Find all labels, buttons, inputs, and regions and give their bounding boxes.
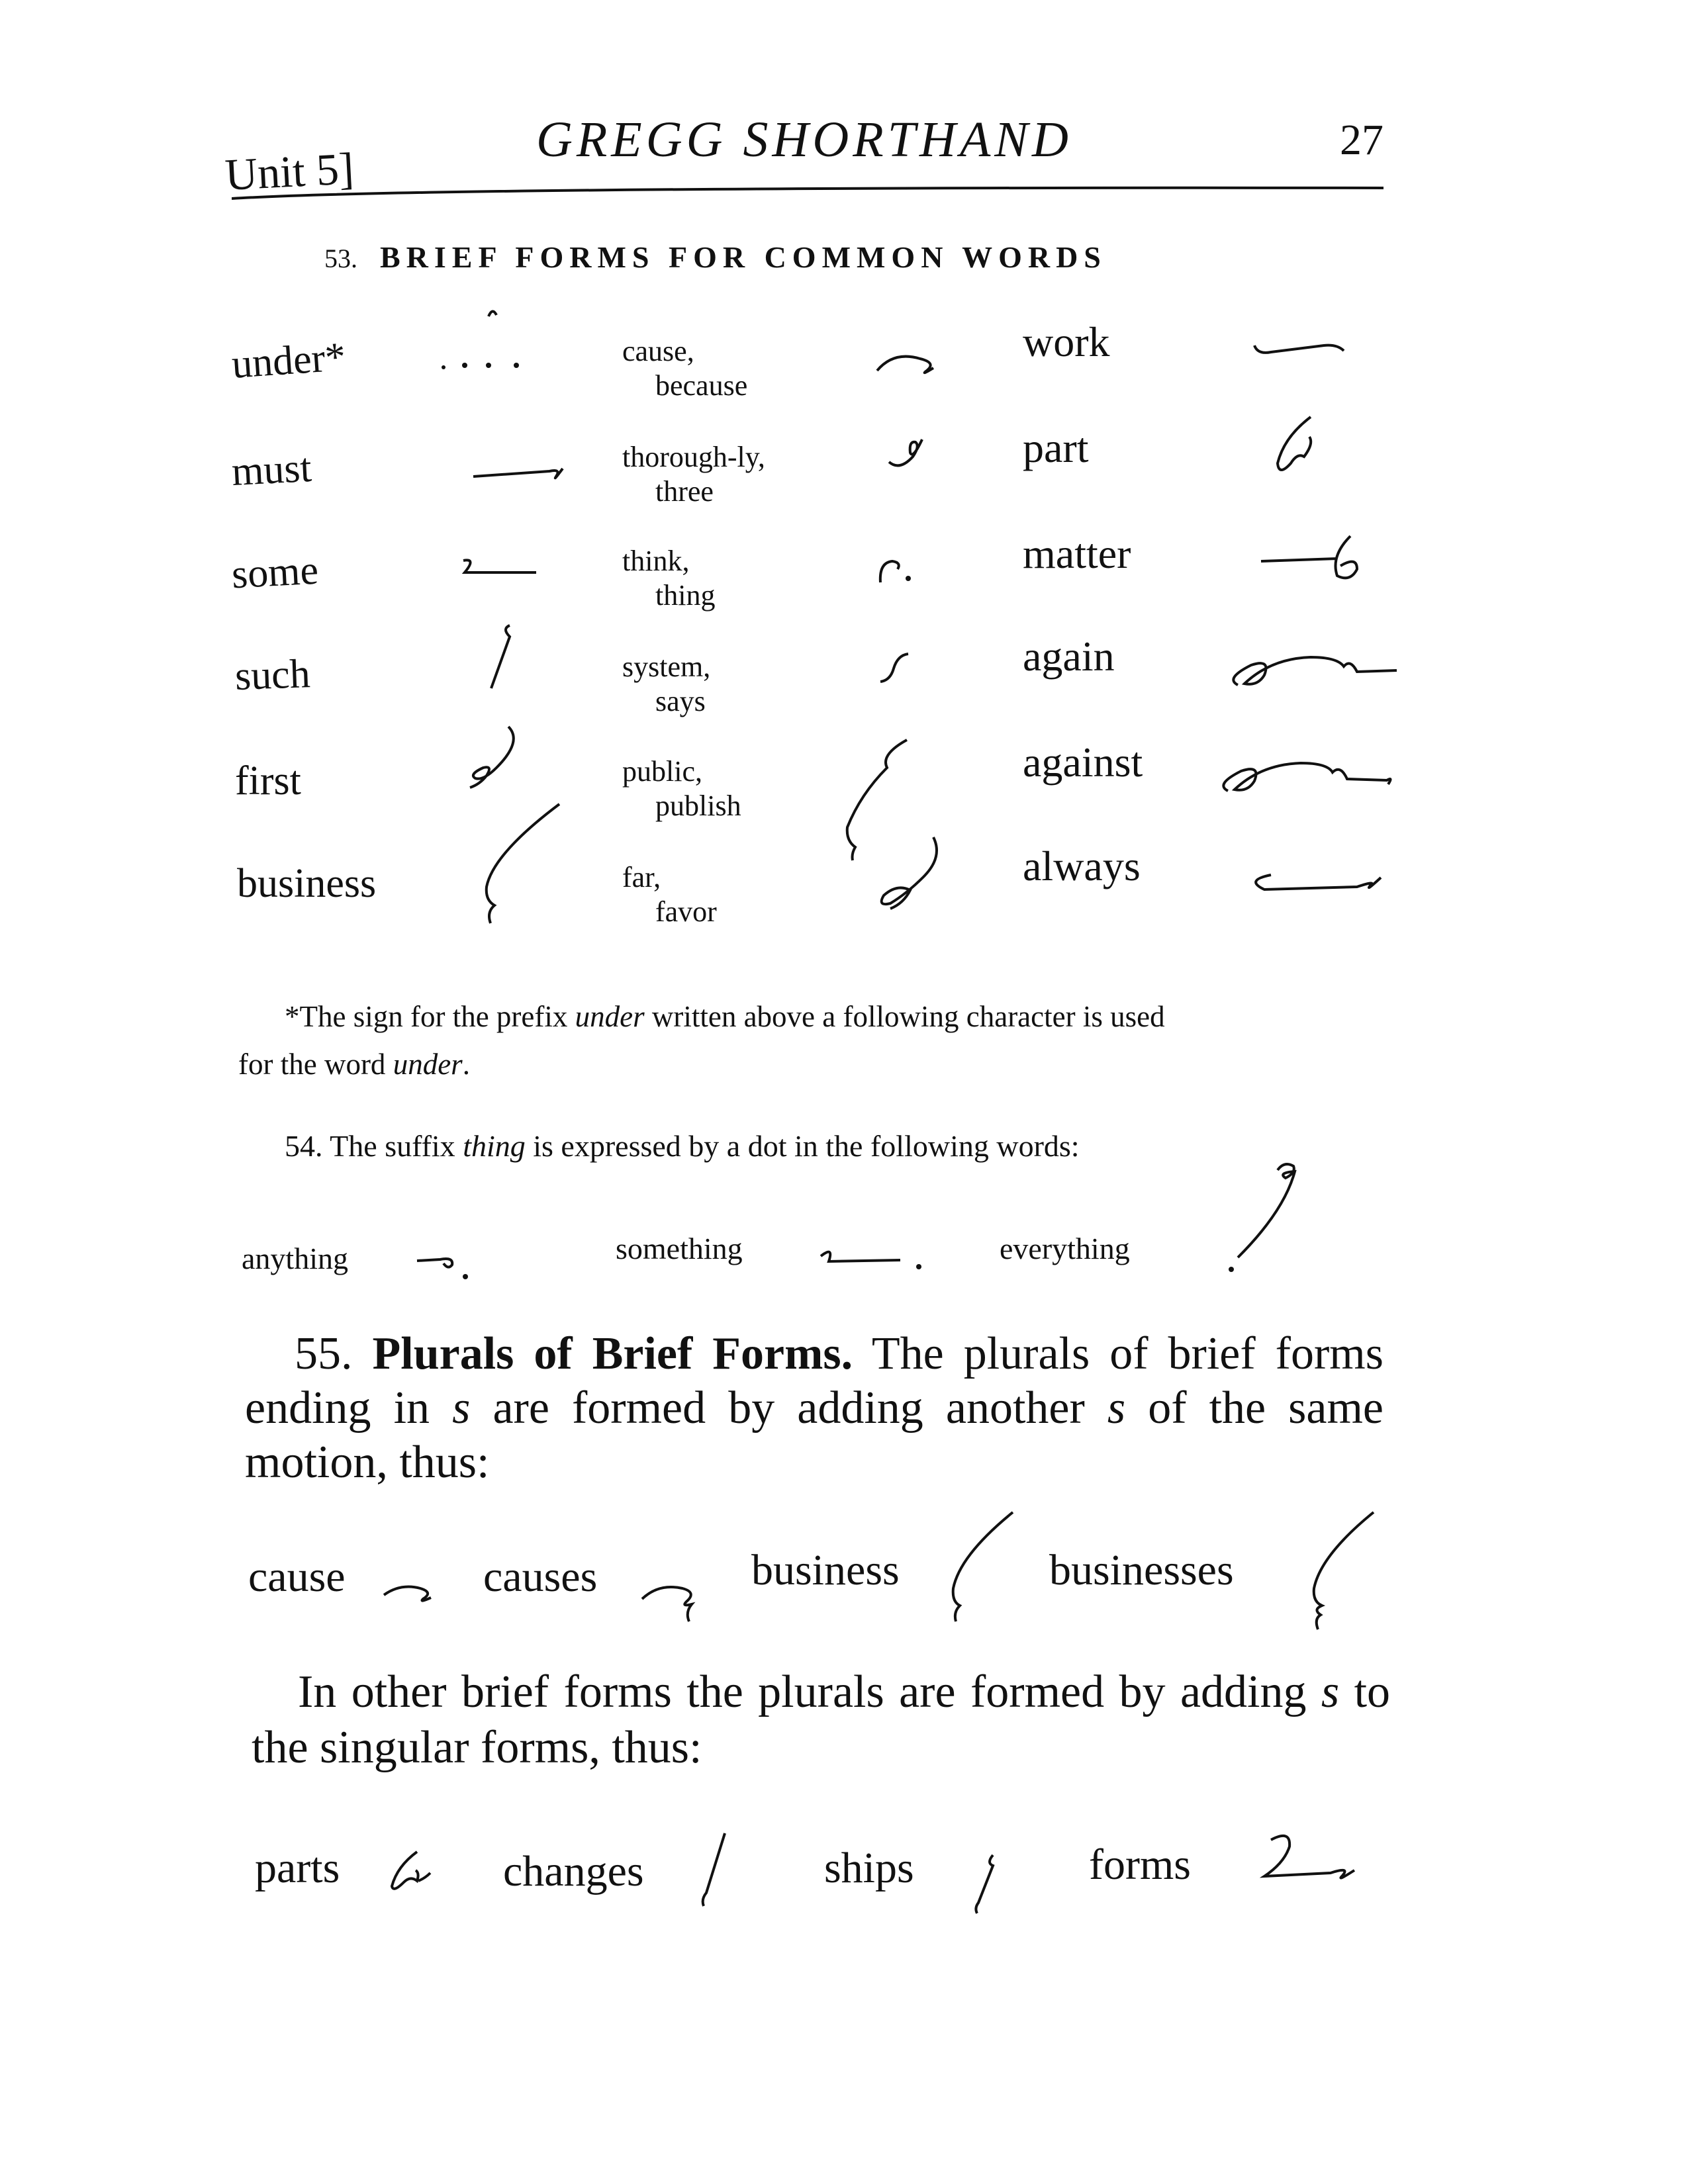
- section-55-text: of the same motion, thus:: [245, 1383, 1383, 1488]
- section-55-text: to the singular forms, thus:: [252, 1666, 1391, 1773]
- section-55-heading: Plurals of Brief Forms.: [372, 1328, 853, 1379]
- word-such: such: [234, 651, 311, 699]
- letter-s: s: [1107, 1383, 1126, 1433]
- shorthand-first-icon: [463, 721, 530, 801]
- shorthand-business-small-icon: [933, 1509, 1019, 1628]
- header-rule: [232, 184, 1383, 204]
- word-public-publish: [622, 754, 741, 823]
- example-forms: forms: [1089, 1841, 1191, 1889]
- footnote-text: for the word: [238, 1048, 393, 1081]
- example-parts: parts: [255, 1844, 340, 1892]
- section-54-em: thing: [463, 1129, 526, 1163]
- word-always: always: [1023, 842, 1141, 889]
- section-55-paragraph-2: [252, 1664, 1390, 1776]
- example-something: something: [616, 1232, 743, 1265]
- section-54-body: is expressed by a dot in the following words:: [525, 1129, 1080, 1163]
- shorthand-against-icon: [1215, 738, 1400, 804]
- shorthand-again-icon: [1225, 632, 1410, 698]
- example-anything: anything: [242, 1242, 348, 1275]
- section-55-number: 55.: [295, 1328, 353, 1379]
- section-55-text: are formed by adding another: [492, 1383, 1085, 1433]
- word-against: against: [1023, 739, 1143, 786]
- letter-s: s: [452, 1383, 471, 1433]
- footnote-line-2: [238, 1040, 1397, 1088]
- shorthand-matter-icon: [1258, 529, 1370, 589]
- word-line-1: system,: [622, 651, 711, 683]
- shorthand-changes-icon: [692, 1827, 745, 1913]
- shorthand-work-icon: [1251, 331, 1350, 364]
- footnote-em: under: [575, 1000, 645, 1033]
- word-line-1: think,: [622, 545, 690, 577]
- shorthand-think-icon: [874, 543, 927, 596]
- word-far-favor: [622, 860, 717, 929]
- word-line-2: favor: [655, 895, 717, 928]
- shorthand-parts-icon: [384, 1846, 444, 1899]
- footnote-text: *The sign for the prefix: [285, 1000, 575, 1033]
- example-everything: everything: [1000, 1232, 1130, 1265]
- word-again: again: [1023, 633, 1115, 680]
- shorthand-under-icon: [424, 304, 556, 384]
- example-causes: causes: [483, 1553, 598, 1601]
- shorthand-causes-icon: [639, 1575, 712, 1628]
- page-number: 27: [1340, 116, 1383, 164]
- word-line-1: far,: [622, 861, 661, 893]
- footnote-text: written above a following character is used: [644, 1000, 1165, 1033]
- page-header: [225, 106, 1383, 199]
- shorthand-businesses-icon: [1294, 1509, 1380, 1635]
- shorthand-cause-small-icon: [381, 1575, 447, 1615]
- section-54-number: 54.: [285, 1129, 323, 1163]
- shorthand-everything-icon: [1205, 1158, 1311, 1277]
- word-business: business: [237, 861, 377, 906]
- shorthand-anything-icon: [414, 1248, 473, 1287]
- word-line-2: publish: [655, 790, 741, 822]
- shorthand-far-icon: [870, 831, 957, 917]
- unit-label: Unit 5]: [224, 142, 355, 201]
- section-53-number: 53.: [324, 244, 357, 273]
- section-54-text: [285, 1128, 1080, 1163]
- example-businesses: businesses: [1049, 1546, 1234, 1594]
- shorthand-some-icon: [450, 553, 556, 592]
- example-cause: cause: [248, 1553, 346, 1601]
- shorthand-business-icon: [467, 801, 566, 933]
- shorthand-system-icon: [874, 642, 927, 695]
- word-must: must: [230, 445, 313, 495]
- shorthand-part-icon: [1264, 410, 1331, 483]
- example-changes: changes: [503, 1847, 644, 1895]
- shorthand-cause-icon: [874, 344, 947, 384]
- word-line-1: cause,: [622, 335, 694, 367]
- footnote-em: under: [393, 1048, 463, 1081]
- section-55-text: In other brief forms the plurals are formed by adding: [298, 1666, 1307, 1717]
- example-ships: ships: [824, 1844, 914, 1892]
- shorthand-forms-icon: [1258, 1827, 1370, 1899]
- word-line-2: because: [655, 369, 748, 402]
- word-line-2: says: [655, 685, 706, 717]
- word-line-2: thing: [655, 579, 716, 612]
- example-business: business: [751, 1546, 900, 1594]
- word-think-thing: [622, 544, 715, 613]
- shorthand-thorough-icon: [884, 430, 937, 483]
- word-line-2: three: [655, 475, 714, 508]
- word-line-1: public,: [622, 755, 702, 788]
- shorthand-always-icon: [1244, 860, 1390, 907]
- section-55-text: The plurals of brief forms ending in: [245, 1328, 1383, 1433]
- section-53-heading: [324, 240, 1107, 275]
- word-under: under*: [230, 334, 348, 387]
- word-matter: matter: [1023, 530, 1131, 577]
- word-cause-because: [622, 334, 747, 403]
- shorthand-must-icon: [470, 457, 576, 490]
- word-system-says: [622, 650, 710, 719]
- footnote-line-1: [238, 993, 1397, 1040]
- page-title: GREGG SHORTHAND: [536, 112, 1072, 167]
- word-work: work: [1023, 318, 1110, 365]
- section-55-paragraph: [245, 1327, 1383, 1490]
- section-55-lead: [245, 1328, 853, 1379]
- word-first: first: [235, 758, 301, 803]
- footnote-text: .: [462, 1048, 470, 1081]
- word-some: some: [230, 547, 320, 598]
- shorthand-ships-icon: [966, 1850, 1013, 1916]
- letter-s: s: [1321, 1666, 1340, 1717]
- shorthand-something-icon: [814, 1238, 933, 1277]
- footnote: [238, 993, 1397, 1088]
- section-54-body: The suffix: [330, 1129, 463, 1163]
- word-line-1: thorough-ly,: [622, 441, 765, 473]
- word-part: part: [1023, 424, 1089, 471]
- shorthand-such-icon: [483, 622, 523, 695]
- section-53-title: BRIEF FORMS FOR COMMON WORDS: [380, 240, 1107, 274]
- word-thorough-three: [622, 440, 765, 509]
